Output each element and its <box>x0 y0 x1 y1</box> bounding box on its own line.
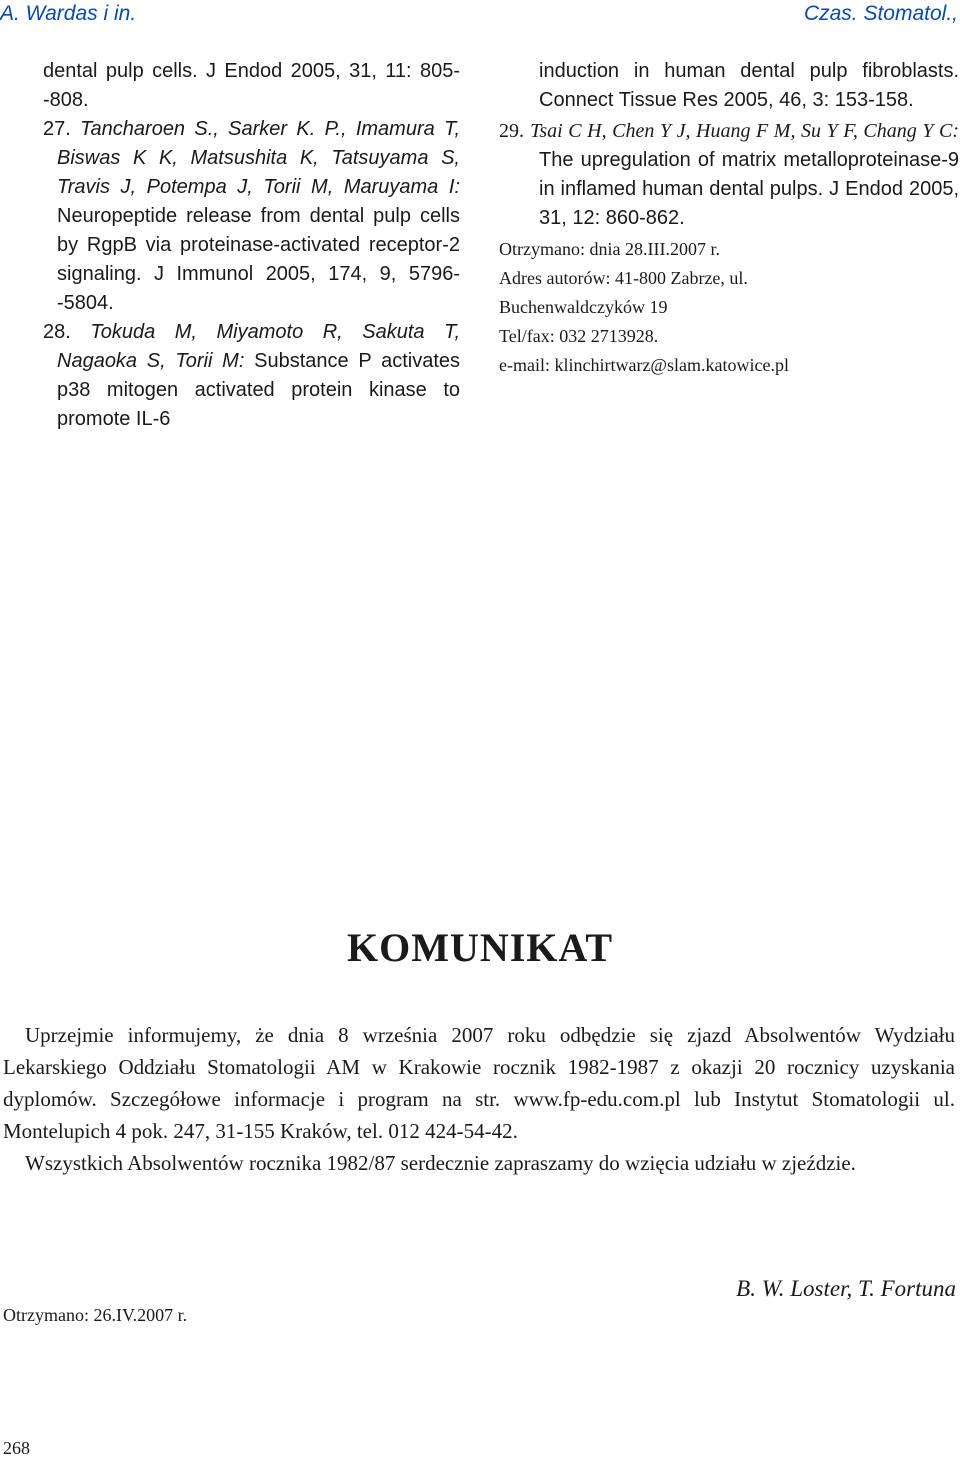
email-line: e-mail: klinchirtwarz@slam.katowice.pl <box>499 355 789 375</box>
reference-number: 27. <box>43 118 71 140</box>
reference-continuation-text: induction in human dental pulp fibroblasts. Connect Tissue Res 2005, 46, 3: 153-158. <box>539 60 959 111</box>
announcement-paragraph: Wszystkich Absolwentów rocznika 1982/87 serdecznie zapraszamy do wzięcia udziału w zjeździe. <box>25 1151 856 1175</box>
reference-29 <box>499 117 959 233</box>
running-header-authors: A. Wardas i in. <box>0 2 137 25</box>
reference-text: Neuropeptide release from dental pulp cells by RgpB via proteinase-activated receptor-2 signaling. J Immunol 2005, 174, 9, 5796--5804. <box>57 205 460 314</box>
phone-line: Tel/fax: 032 2713928. <box>499 326 659 346</box>
announcement-received-date: Otrzymano: 26.IV.2007 r. <box>3 1305 188 1325</box>
reference-authors: Tancharoen S., Sarker K. P., Imamura T, Biswas K K, Matsushita K, Tatsuyama S, Travis J, Potempa J, Torii M, Maruyama I: <box>57 118 461 198</box>
address-line: Adres autorów: 41-800 Zabrze, ul. <box>499 268 748 288</box>
announcement-signature: B. W. Loster, T. Fortuna <box>736 1276 956 1301</box>
running-header-journal: Czas. Stomatol., <box>803 2 958 25</box>
reference-authors: Tsai C H, Chen Y J, Huang F M, Su Y F, Chang Y C: <box>530 120 959 142</box>
reference-27 <box>43 115 460 318</box>
references-left-column <box>43 57 460 434</box>
reference-28 <box>43 318 460 434</box>
reference-number: 28. <box>43 321 71 343</box>
address-line: Buchenwaldczyków 19 <box>499 297 668 317</box>
reference-authors: Tokuda M, Miyamoto R, Sakuta T, Nagaoka S, Torii M: <box>57 321 461 372</box>
reference-text: The upregulation of matrix metalloproteinase-9 in inflamed human dental pulps. J Endod 2005, 31, 12: 860-862. <box>539 149 959 229</box>
announcement-paragraph: Uprzejmie informujemy, że dnia 8 września 2007 roku odbędzie się zjazd Absolwentów Wydziału Lekarskiego Oddziału Stomatologii AM w Krakowie rocznik 1982-1987 z okazji 20 rocznicy uzyskania dyplomów. Szczegółowe informacje i program na str. www.fp-edu.com.pl lub Instytut Stomatologii ul. Montelupich 4 pok. 247, 31-155 Kraków, tel. 012 424-54-42. <box>3 1023 955 1143</box>
announcement-title: KOMUNIKAT <box>346 925 614 970</box>
announcement-body <box>3 1019 955 1179</box>
page-number: 268 <box>3 1438 30 1458</box>
references-right-column <box>499 57 959 380</box>
received-date: Otrzymano: dnia 28.III.2007 r. <box>499 239 720 259</box>
reference-number: 29. <box>499 120 524 142</box>
reference-continuation-text: dental pulp cells. J Endod 2005, 31, 11: 805--808. <box>43 60 460 111</box>
reference-text: Substance P activates p38 mitogen activated protein kinase to promote IL-6 <box>57 350 461 430</box>
reference-continuation <box>499 57 959 115</box>
reference-continuation <box>43 57 460 115</box>
author-address-block <box>499 235 959 380</box>
